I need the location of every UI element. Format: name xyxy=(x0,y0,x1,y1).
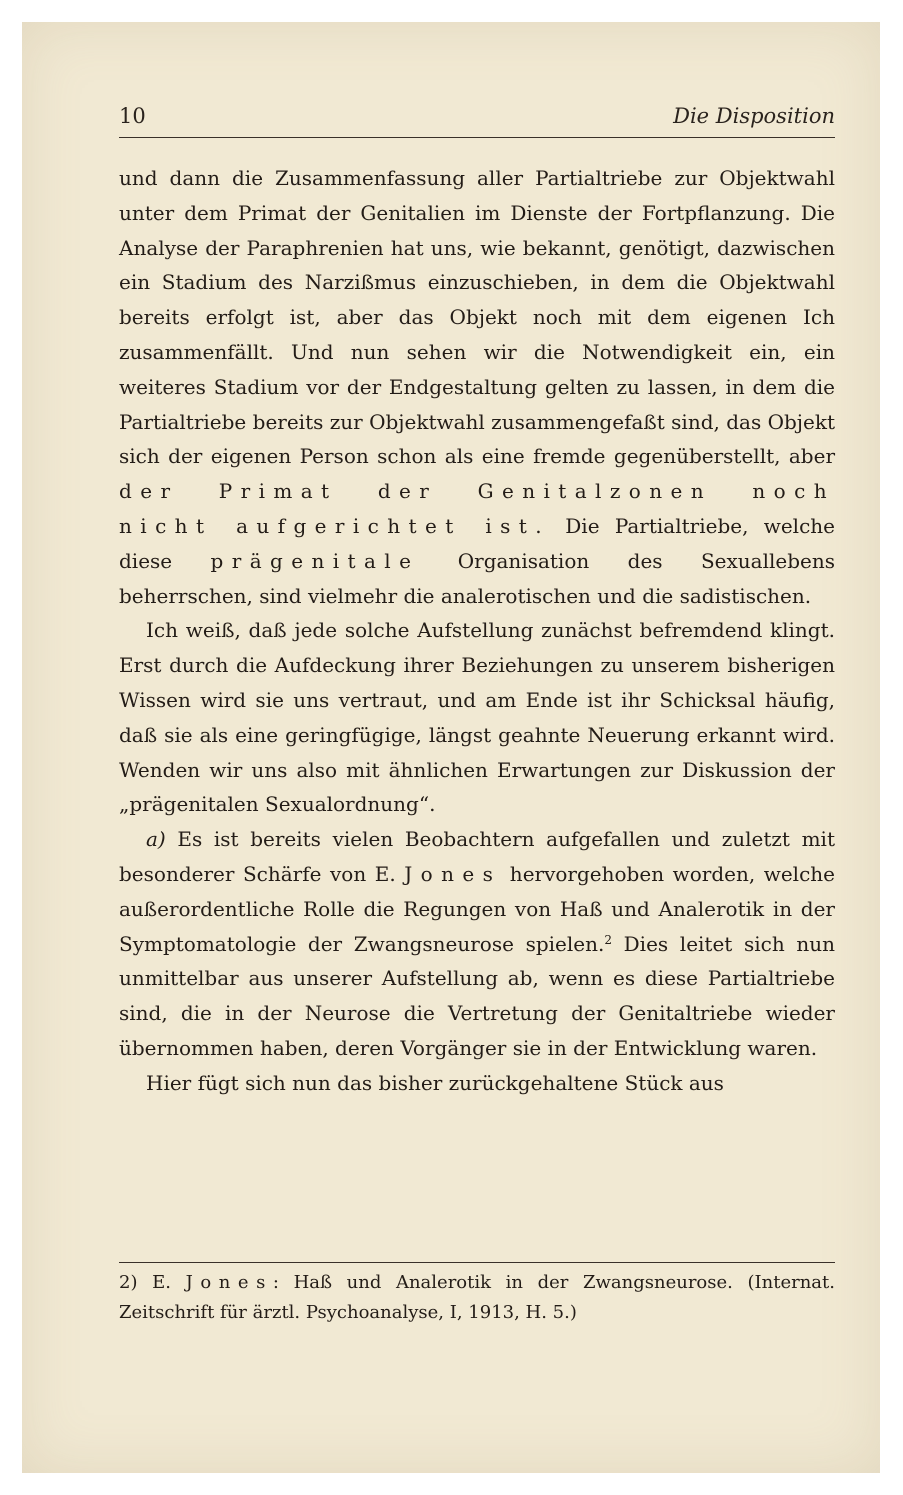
emphasis-pregenital: prägenitale xyxy=(210,548,420,573)
footnote-reference: 2 xyxy=(604,932,612,947)
footnote-2 xyxy=(119,1268,835,1328)
footnote-author: Jones xyxy=(185,1272,273,1293)
author-name: Jones xyxy=(404,861,502,886)
emphasis-genital-primacy: der Primat der Genitalzonen noch nicht aufgerichtet ist. xyxy=(119,479,835,538)
item-label: a) xyxy=(146,827,166,852)
paragraph-3 xyxy=(119,822,835,1066)
running-title: Die Disposition xyxy=(673,104,835,128)
page-header xyxy=(119,104,835,138)
paragraph-1-text-b: Die Partialtriebe, welche diese xyxy=(119,513,835,573)
paragraph-3-text-c: Dies leitet sich nun unmittelbar aus unserer Aufstellung ab, wenn es diese Partialtriebe sind, die in der Neurose die Vertretung der Genitaltriebe wieder übernommen haben, deren Vorgänger sie in der Entwicklung waren. xyxy=(119,931,836,1060)
header-rule xyxy=(119,137,835,138)
footnote-rule xyxy=(119,1262,835,1263)
footnote-text: : Haß und Analerotik in der Zwangsneurose. (Internat. Zeitschrift für ärztl. Psychoanalyse, I, 1913, H. 5.) xyxy=(119,1272,835,1323)
paragraph-1-text-a: und dann die Zusammenfassung aller Partialtriebe zur Objektwahl unter dem Primat der Genitalien im Dienste der Fortpflanzung. Die Analyse der Paraphrenien hat uns, wie bekannt, genötigt, dazwischen ein Stadium des Narzißmus einzuschieben, in dem die Objektwahl bereits erfolgt ist, aber das Objekt noch mit dem eigenen Ich zusammenfällt. Und nun sehen wir die Notwendigkeit ein, ein weiteres Stadium vor der Endgestaltung gelten zu lassen, in dem die Partialtriebe bereits zur Objektwahl zusammengefaßt sind, das Objekt sich der eigenen Person schon als eine fremde gegenüberstellt, aber xyxy=(119,166,835,469)
paragraph-2: Ich weiß, daß jede solche Aufstellung zunächst befremdend klingt. Erst durch die Aufdeckung ihrer Beziehungen zu unserem bisherigen Wissen wird sie uns vertraut, und am Ende ist ihr Schicksal häufig, daß sie als eine geringfügige, längst geahnte Neuerung erkannt wird. Wenden wir uns also mit ähnlichen Erwartungen zur Diskussion der „prägenitalen Sexualordnung“. xyxy=(119,618,835,817)
paragraph-3-text-a: Es ist bereits vielen Beobachtern aufgefallen und zuletzt mit besonderer Schärfe von E. xyxy=(119,827,835,886)
paragraph-1-text-c: Organisation des Sexuallebens beherrschen, sind vielmehr die analerotischen und die sadistischen. xyxy=(119,548,835,608)
footnotes xyxy=(119,1268,835,1328)
body-text xyxy=(119,161,835,1101)
page-number: 10 xyxy=(119,104,146,128)
paragraph-3-text-b: hervorgehoben worden, welche außerordentliche Rolle die Regungen von Haß und Analerotik in der Symptomatologie der Zwangsneurose spielen. xyxy=(119,861,835,956)
paragraph-1 xyxy=(119,161,835,613)
footnote-marker: 2) E. xyxy=(119,1272,186,1293)
paragraph-4: Hier fügt sich nun das bisher zurückgehaltene Stück aus xyxy=(146,1070,724,1095)
